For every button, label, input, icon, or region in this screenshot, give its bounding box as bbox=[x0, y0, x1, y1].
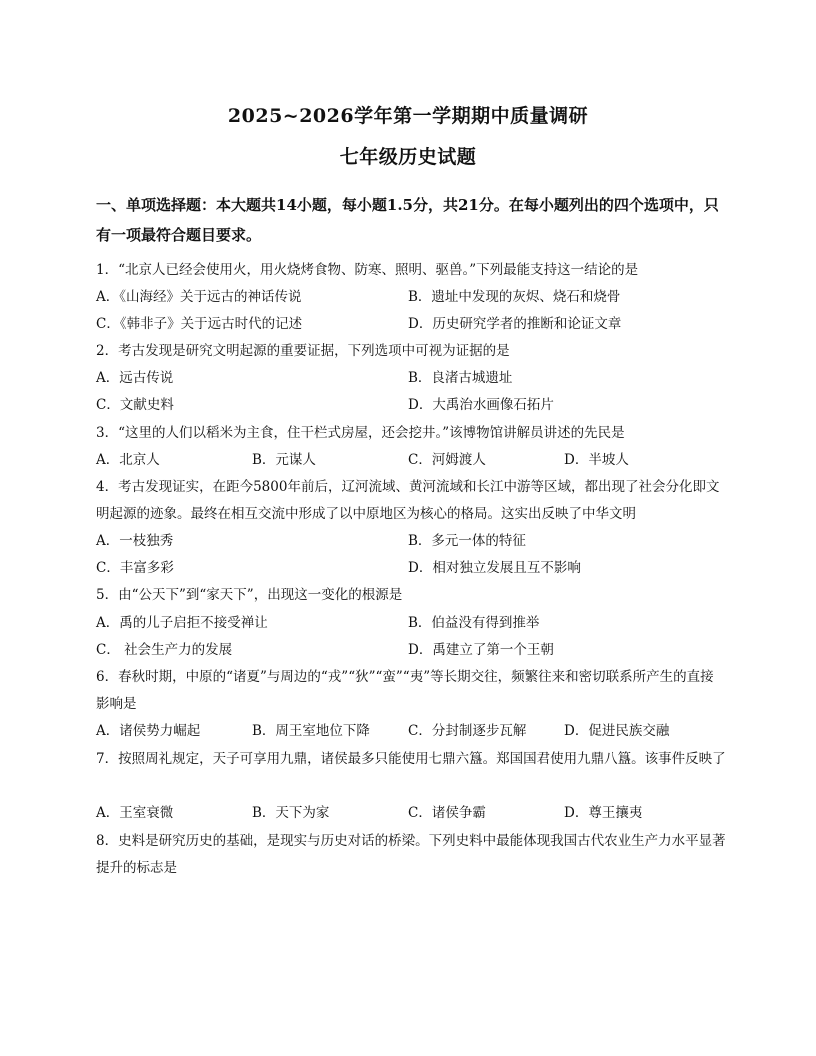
question-4-options-row-1 bbox=[96, 528, 726, 555]
question-6-option-c: C．分封制逐步瓦解 bbox=[408, 723, 527, 739]
question-5-option-c: C． 社会生产力的发展 bbox=[96, 642, 233, 658]
question-4-option-b: B．多元一体的特征 bbox=[408, 533, 526, 549]
question-5-stem: 5．由“公天下”到“家天下”，出现这一变化的根源是 bbox=[96, 587, 403, 603]
question-1-option-d: D．历史研究学者的推断和论证文章 bbox=[408, 316, 622, 332]
question-7-option-b: B．天下为家 bbox=[252, 805, 330, 821]
question-1-option-c: C．《韩非子》关于远古时代的记述 bbox=[96, 316, 303, 332]
question-2-stem: 2．考古发现是研究文明起源的重要证据，下列选项中可视为证据的是 bbox=[96, 343, 510, 359]
question-1-stem: 1．“北京人已经会使用火，用火烧烤食物、防寒、照明、驱兽。”下列最能支持这一结论的是 bbox=[96, 262, 639, 278]
question-5-options-row-2 bbox=[96, 637, 726, 664]
question-3-option-a: A．北京人 bbox=[96, 452, 160, 468]
question-2-option-b: B．良渚古城遗址 bbox=[408, 370, 513, 386]
question-6-option-a: A．诸侯势力崛起 bbox=[96, 723, 201, 739]
question-4-option-c: C．丰富多彩 bbox=[96, 560, 174, 576]
question-3-option-c: C．河姆渡人 bbox=[408, 452, 486, 468]
question-7-option-c: C．诸侯争霸 bbox=[408, 805, 486, 821]
question-1-options-row-2 bbox=[96, 311, 726, 338]
question-7-option-a: A．王室衰微 bbox=[96, 805, 174, 821]
question-3-option-b: B．元谋人 bbox=[252, 452, 316, 468]
question-2-option-c: C．文献史料 bbox=[96, 397, 174, 413]
section-heading: 一、单项选择题：本大题共14小题，每小题1.5分，共21分。在每小题列出的四个选项中，只有一项最符合题目要求。 bbox=[96, 196, 719, 244]
question-6-option-b: B．周王室地位下降 bbox=[252, 723, 370, 739]
exam-subtitle: 七年级历史试题 bbox=[339, 146, 477, 168]
question-2-options-row-2 bbox=[96, 392, 726, 419]
question-7-stem: 7．按照周礼规定，天子可享用九鼎，诸侯最多只能使用七鼎六簋。郑国国君使用九鼎八簋。该事件反映了 bbox=[96, 751, 726, 767]
question-6-option-d: D．促进民族交融 bbox=[564, 723, 670, 739]
exam-title: 2025~2026学年第一学期期中质量调研 bbox=[227, 105, 589, 127]
question-4-stem: 4．考古发现证实，在距今5800年前后，辽河流域、黄河流域和长江中游等区域，都出现了社会分化即文明起源的迹象。最终在相互交流中形成了以中原地区为核心的格局。这实出反映了中华文明 bbox=[96, 479, 720, 522]
question-8-stem: 8．史料是研究历史的基础，是现实与历史对话的桥梁。下列史料中最能体现我国古代农业生产力水平显著提升的标志是 bbox=[96, 833, 726, 876]
question-3-option-d: D．半坡人 bbox=[564, 452, 629, 468]
question-2-options-row-1 bbox=[96, 365, 726, 392]
question-5-option-d: D．禹建立了第一个王朝 bbox=[408, 642, 554, 658]
question-5-option-b: B．伯益没有得到推举 bbox=[408, 615, 540, 631]
question-1-options-row-1 bbox=[96, 284, 726, 311]
question-7-options-row bbox=[96, 800, 726, 827]
question-4-option-a: A．一枝独秀 bbox=[96, 533, 174, 549]
question-3-stem: 3．“这里的人们以稻米为主食，住干栏式房屋，还会挖井。”该博物馆讲解员讲述的先民是 bbox=[96, 425, 625, 441]
question-3-options-row bbox=[96, 447, 726, 474]
question-6-stem: 6．春秋时期，中原的“诸夏”与周边的“戎”“狄”“蛮”“夷”等长期交往，频繁往来和密切联系所产生的直接影响是 bbox=[96, 669, 714, 712]
question-6-options-row bbox=[96, 718, 726, 745]
question-2-option-a: A．远古传说 bbox=[96, 370, 174, 386]
question-4-option-d: D．相对独立发展且互不影响 bbox=[408, 560, 581, 576]
question-4-options-row-2 bbox=[96, 555, 726, 582]
question-7-option-d: D．尊王攘夷 bbox=[564, 805, 643, 821]
question-2-option-d: D．大禹治水画像石拓片 bbox=[408, 397, 554, 413]
question-1-option-a: A．《山海经》关于远古的神话传说 bbox=[96, 289, 302, 305]
question-5-options-row-1 bbox=[96, 610, 726, 637]
question-1-option-b: B．遗址中发现的灰烬、烧石和烧骨 bbox=[408, 289, 621, 305]
question-5-option-a: A．禹的儿子启拒不接受禅让 bbox=[96, 615, 268, 631]
